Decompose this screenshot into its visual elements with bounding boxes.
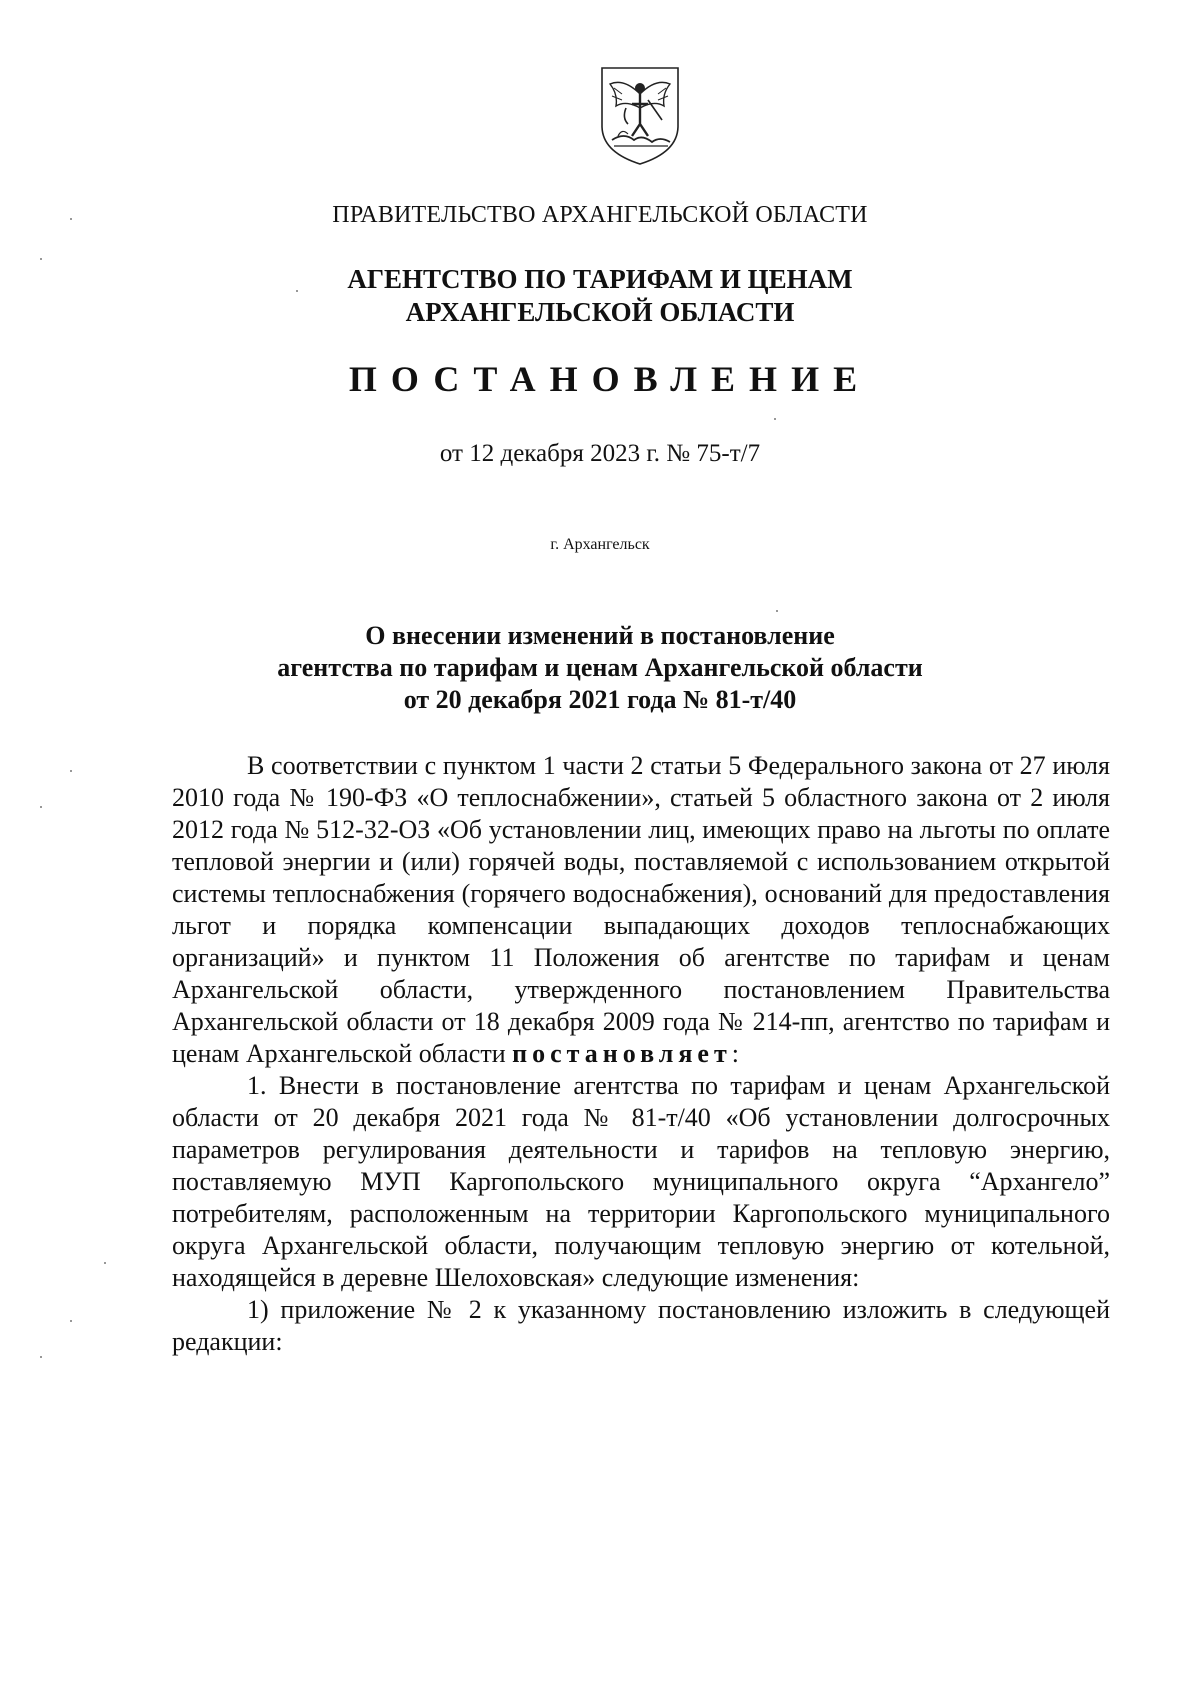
decree-colon: :	[731, 1039, 739, 1068]
government-name: ПРАВИТЕЛЬСТВО АРХАНГЕЛЬСКОЙ ОБЛАСТИ	[332, 202, 868, 228]
scan-speck	[104, 1262, 106, 1264]
document-city: г. Архангельск	[550, 536, 650, 553]
preamble-text: В соответствии с пунктом 1 части 2 статьи 5 Федерального закона от 27 июля 2010 года № 190-ФЗ «О теплоснабжении», статьей 5 областного закона от 2 июля 2012 года № 512-32-ОЗ «Об установлении лиц, имеющих право на льготы по оплате тепловой энергии и (или) горячей воды, поставляемой с использованием открытой системы теплоснабжения (горячего водоснабжения), оснований для предоставления льгот и порядка компенсации выпадающих доходов теплоснабжающих организаций» и пунктом 11 Положения об агентстве по тарифам и ценам Архангельской области, утвержденного постановлением Правительства Архангельской области от 18 декабря 2009 года № 214-пп, агентство по тарифам и ценам Архангельской области	[172, 751, 1110, 1068]
agency-name-line1: АГЕНТСТВО ПО ТАРИФАМ И ЦЕНАМ	[347, 264, 853, 294]
scan-speck	[776, 610, 778, 612]
document-type-title: ПОСТАНОВЛЕНИЕ	[348, 359, 872, 399]
document-body	[172, 750, 1110, 1358]
subject-line1: О внесении изменений в постановление	[365, 621, 835, 650]
scan-speck	[40, 1356, 42, 1358]
agency-name	[0, 263, 1200, 329]
scan-speck	[40, 806, 42, 808]
coat-of-arms-icon	[598, 64, 682, 168]
preamble-paragraph	[172, 750, 1110, 1070]
scan-speck	[40, 258, 42, 260]
subject-line3: от 20 декабря 2021 года № 81-т/40	[403, 685, 797, 714]
item-1-paragraph: 1. Внести в постановление агентства по тарифам и ценам Архангельской области от 20 декабря 2021 года № 81-т/40 «Об установлении долгосрочных параметров регулирования деятельности и тарифов на тепловую энергию, поставляемую МУП Каргопольского муниципального округа “Архангело” потребителям, расположенным на территории Каргопольского муниципального округа Архангельской области, получающим тепловую энергию от котельной, находящейся в деревне Шелоховская» следующие изменения:	[172, 1071, 1110, 1292]
item-1-1-paragraph: 1) приложение № 2 к указанному постановлению изложить в следующей редакции:	[172, 1295, 1110, 1356]
subject-line2: агентства по тарифам и ценам Архангельской области	[277, 653, 923, 682]
scan-speck	[70, 770, 72, 772]
scan-speck	[296, 290, 298, 292]
scan-speck	[70, 1320, 72, 1322]
agency-name-line2: АРХАНГЕЛЬСКОЙ ОБЛАСТИ	[405, 297, 795, 327]
scan-speck	[70, 218, 72, 220]
document-date-number: от 12 декабря 2023 г. № 75-т/7	[439, 440, 761, 467]
scan-speck	[774, 418, 776, 420]
document-subject	[0, 620, 1200, 716]
decree-keyword: постановляет	[512, 1039, 732, 1068]
